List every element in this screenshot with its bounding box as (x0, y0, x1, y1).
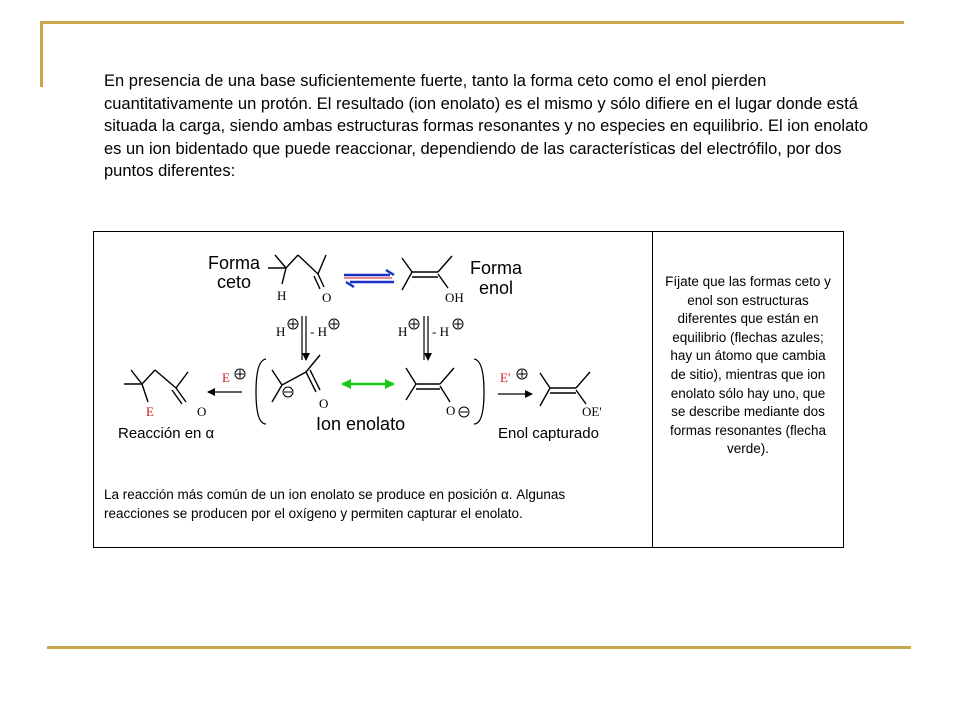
enolate-right-bracket (474, 359, 484, 424)
deprot-left-minus-h: - H (310, 324, 327, 339)
table-caption: La reacción más común de un ion enolato se produce en posición α. Algunas reacciones se producen por el oxígeno y permiten capturar el enolato. (104, 487, 566, 521)
enol-capturado-structure (540, 372, 590, 406)
forma-enol-label-2: enol (478, 278, 514, 298)
minus-charge-icon (459, 407, 469, 417)
plus-charge-icon (453, 319, 463, 329)
plus-charge-icon (235, 369, 245, 379)
keto-h-atom: H (277, 288, 287, 303)
forma-ceto-label: Forma (207, 253, 261, 273)
keto-structure (268, 255, 326, 289)
alpha-product-e-atom: E (146, 404, 154, 419)
captured-oe-atom: OE' (582, 404, 602, 419)
enolate-o-atom-2: O (446, 403, 456, 418)
electrophile-e-left: E (222, 370, 230, 385)
keto-o-atom: O (322, 290, 332, 305)
plus-charge-icon (409, 319, 419, 329)
left-rule (40, 21, 43, 87)
top-rule (40, 21, 904, 24)
minus-charge-icon (283, 387, 293, 397)
reaccion-alpha-label: Reacción en α (118, 425, 215, 442)
enolate-oxyanion-structure (406, 368, 454, 402)
alpha-product-structure (124, 370, 188, 404)
forma-ceto-label-2: ceto (216, 272, 252, 292)
enol-oh-atom: OH (445, 290, 464, 305)
electrophile-e-prime: E' (500, 370, 511, 385)
intro-paragraph: En presencia de una base suficientemente fuerte, tanto la forma ceto como el enol pierden cuantitativamente un protón. El resultado (ion enolato) es el mismo y sólo difiere en el lugar donde está situada la carga, siendo ambas estructuras formas resonantes y no especies en equilibrio. El ion enolato es un ion bidentado que puede reaccionar, dependiendo de las características del electrófilo, por dos puntos diferentes: (104, 72, 869, 180)
deprot-right-h: H (398, 324, 408, 339)
enolate-carbanion-structure (272, 355, 320, 402)
plus-charge-icon (329, 319, 339, 329)
table-divider (652, 232, 653, 547)
plus-charge-icon (288, 319, 298, 329)
side-note: Fíjate que las formas ceto y enol son estructuras diferentes que están en equilibrio (flechas azules; hay un átomo que cambia de sitio), mientras que ion enolato sólo hay uno, que se describe mediante dos formas resonantes (flecha verde). (665, 274, 831, 457)
deprot-right-minus-h: - H (432, 324, 449, 339)
alpha-product-o-atom: O (197, 404, 207, 419)
reaction-scheme (94, 232, 652, 482)
content-table (93, 231, 844, 548)
enol-capturado-label: Enol capturado (498, 425, 599, 442)
enol-structure (402, 256, 452, 290)
bottom-rule (47, 646, 911, 649)
enolate-left-bracket (256, 359, 266, 424)
plus-charge-icon (517, 369, 527, 379)
deprot-left-h: H (276, 324, 286, 339)
enolate-o-atom: O (319, 396, 329, 411)
ion-enolato-label: Ion enolato (316, 414, 406, 434)
forma-enol-label: Forma (469, 258, 523, 278)
